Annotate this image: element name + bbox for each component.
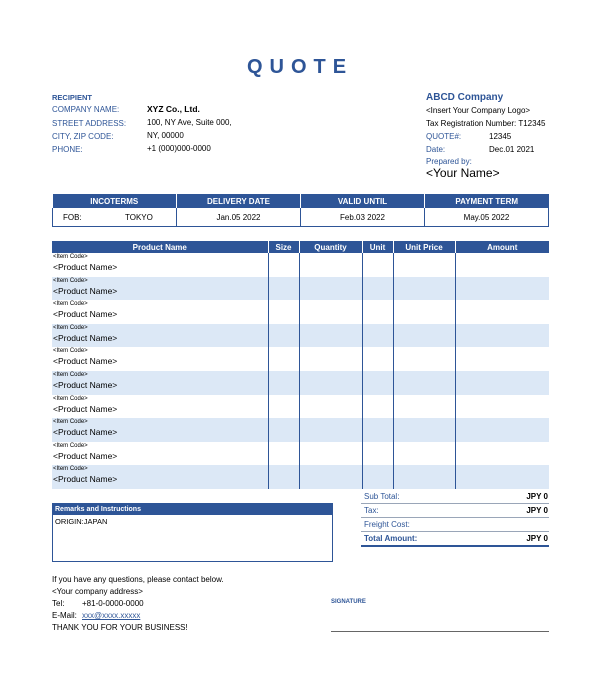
quote-number-label: QUOTE#:	[426, 132, 462, 141]
quantity-cell	[299, 418, 362, 442]
unit-cell	[362, 253, 393, 277]
freight-label: Freight Cost:	[364, 520, 410, 529]
payment-term-cell: May.05 2022	[425, 208, 549, 227]
company-name-value: XYZ Co., Ltd.	[147, 104, 200, 114]
street-address-value: 100, NY Ave, Suite 000,	[147, 118, 232, 127]
street-address-label: STREET ADDRESS:	[52, 119, 127, 128]
product-name: <Product Name>	[53, 403, 118, 414]
product-name: <Product Name>	[53, 450, 118, 461]
product-cell	[52, 347, 268, 371]
item-code: <Item Code>	[53, 348, 88, 355]
product-name: <Product Name>	[53, 309, 118, 320]
incoterms-cell	[53, 208, 177, 227]
table-row	[52, 253, 549, 277]
unit-price-cell	[393, 418, 455, 442]
product-cell	[52, 465, 268, 489]
product-cell	[52, 418, 268, 442]
amount-cell	[455, 371, 549, 395]
table-row	[52, 277, 549, 301]
city-zip-label: CITY, ZIP CODE:	[52, 132, 114, 141]
table-row	[52, 347, 549, 371]
table-row	[52, 395, 549, 419]
logo-placeholder: <Insert Your Company Logo>	[426, 106, 531, 115]
quantity-cell	[299, 277, 362, 301]
company-name: ABCD Company	[426, 92, 504, 103]
size-cell	[268, 347, 299, 371]
document-title: QUOTE	[246, 56, 354, 78]
incoterms-header: INCOTERMS	[53, 194, 177, 208]
unit-header: Unit	[362, 241, 393, 253]
size-cell	[268, 371, 299, 395]
quantity-cell	[299, 300, 362, 324]
unit-cell	[362, 371, 393, 395]
unit-price-cell	[393, 395, 455, 419]
delivery-date-header: DELIVERY DATE	[177, 194, 301, 208]
unit-price-cell	[393, 465, 455, 489]
quantity-header: Quantity	[299, 241, 362, 253]
terms-table	[52, 194, 549, 227]
tel-row	[52, 599, 144, 608]
quantity-cell	[299, 324, 362, 348]
unit-price-cell	[393, 300, 455, 324]
size-cell	[268, 277, 299, 301]
subtotal-label: Sub Total:	[364, 492, 400, 501]
table-row	[52, 371, 549, 395]
delivery-date-cell: Jan.05 2022	[177, 208, 301, 227]
product-cell	[52, 395, 268, 419]
amount-cell	[455, 324, 549, 348]
size-cell	[268, 324, 299, 348]
quantity-cell	[299, 465, 362, 489]
date-value: Dec.01 2021	[489, 145, 535, 154]
item-code: <Item Code>	[53, 442, 88, 449]
email-link[interactable]: xxx@xxxx.xxxxx	[82, 611, 141, 620]
tax-value: JPY 0	[526, 506, 548, 515]
item-code: <Item Code>	[53, 301, 88, 308]
unit-price-header: Unit Price	[393, 241, 455, 253]
company-name-label: COMPANY NAME:	[52, 105, 120, 114]
product-name: <Product Name>	[53, 356, 118, 367]
amount-cell	[455, 418, 549, 442]
email-label: E-Mail:	[52, 611, 77, 620]
payment-term-header: PAYMENT TERM	[425, 194, 549, 208]
product-cell	[52, 300, 268, 324]
items-table	[52, 241, 549, 489]
remarks-heading: Remarks and Instructions	[53, 504, 332, 515]
unit-price-cell	[393, 277, 455, 301]
amount-header: Amount	[455, 241, 549, 253]
unit-cell	[362, 347, 393, 371]
valid-until-cell: Feb.03 2022	[301, 208, 425, 227]
total-amount-value: JPY 0	[526, 534, 548, 543]
valid-until-header: VALID UNTIL	[301, 194, 425, 208]
quantity-cell	[299, 347, 362, 371]
product-cell	[52, 277, 268, 301]
item-code: <Item Code>	[53, 254, 88, 260]
unit-price-cell	[393, 442, 455, 466]
contact-note: If you have any questions, please contact below.	[52, 575, 224, 584]
unit-price-cell	[393, 347, 455, 371]
quantity-cell	[299, 395, 362, 419]
quantity-cell	[299, 253, 362, 277]
table-row	[52, 442, 549, 466]
tax-registration: Tax Registration Number: T12345	[426, 119, 546, 128]
city-zip-value: NY, 00000	[147, 131, 184, 140]
signature-label: SIGNATURE	[331, 599, 366, 605]
unit-price-cell	[393, 253, 455, 277]
table-row	[52, 324, 549, 348]
incoterm-value: FOB:	[63, 212, 82, 222]
product-name: <Product Name>	[53, 427, 118, 438]
unit-cell	[362, 442, 393, 466]
size-cell	[268, 300, 299, 324]
date-label: Date:	[426, 145, 446, 154]
totals-divider	[361, 517, 549, 518]
remarks-box	[52, 503, 333, 562]
amount-cell	[455, 395, 549, 419]
email-row	[52, 611, 140, 620]
phone-value: +1 (000)000-0000	[147, 144, 211, 153]
product-name: <Product Name>	[53, 285, 118, 296]
amount-cell	[455, 465, 549, 489]
item-code: <Item Code>	[53, 419, 88, 426]
quantity-cell	[299, 442, 362, 466]
total-amount-label: Total Amount:	[364, 534, 418, 543]
thank-you: THANK YOU FOR YOUR BUSINESS!	[52, 623, 188, 632]
quantity-cell	[299, 371, 362, 395]
prepared-by-label: Prepared by:	[426, 157, 472, 166]
amount-cell	[455, 277, 549, 301]
item-code: <Item Code>	[53, 371, 88, 378]
size-cell	[268, 395, 299, 419]
unit-cell	[362, 418, 393, 442]
unit-cell	[362, 300, 393, 324]
tel-value: +81-0-0000-0000	[82, 599, 144, 608]
unit-cell	[362, 465, 393, 489]
product-name-header: Product Name	[52, 241, 268, 253]
total-underline	[361, 545, 549, 547]
tel-label: Tel:	[52, 599, 65, 608]
subtotal-value: JPY 0	[526, 492, 548, 501]
size-cell	[268, 465, 299, 489]
tax-label: Tax:	[364, 506, 379, 515]
product-cell	[52, 442, 268, 466]
item-code: <Item Code>	[53, 395, 88, 402]
phone-label: PHONE:	[52, 145, 83, 154]
quote-number-value: 12345	[489, 132, 512, 141]
amount-cell	[455, 253, 549, 277]
unit-cell	[362, 395, 393, 419]
amount-cell	[455, 442, 549, 466]
product-name: <Product Name>	[53, 379, 118, 390]
amount-cell	[455, 300, 549, 324]
table-row	[52, 418, 549, 442]
size-cell	[268, 442, 299, 466]
unit-price-cell	[393, 371, 455, 395]
item-code: <Item Code>	[53, 466, 88, 473]
item-code: <Item Code>	[53, 277, 88, 284]
table-row	[52, 465, 549, 489]
unit-cell	[362, 277, 393, 301]
product-name: <Product Name>	[53, 332, 118, 343]
amount-cell	[455, 347, 549, 371]
item-code: <Item Code>	[53, 324, 88, 331]
product-name: <Product Name>	[53, 262, 118, 272]
company-address: <Your company address>	[52, 587, 143, 596]
size-cell	[268, 253, 299, 277]
table-row	[52, 300, 549, 324]
signature-line	[331, 631, 549, 632]
size-cell	[268, 418, 299, 442]
remarks-text: ORIGIN:JAPAN	[55, 517, 108, 526]
size-header: Size	[268, 241, 299, 253]
product-cell	[52, 371, 268, 395]
incoterm-port: TOKYO	[125, 212, 153, 222]
product-name: <Product Name>	[53, 474, 118, 485]
product-cell	[52, 324, 268, 348]
prepared-by-value: <Your Name>	[426, 166, 500, 180]
unit-price-cell	[393, 324, 455, 348]
recipient-heading: RECIPIENT	[52, 93, 93, 102]
unit-cell	[362, 324, 393, 348]
totals-divider	[361, 503, 549, 504]
product-cell	[52, 253, 268, 277]
totals-divider	[361, 531, 549, 532]
